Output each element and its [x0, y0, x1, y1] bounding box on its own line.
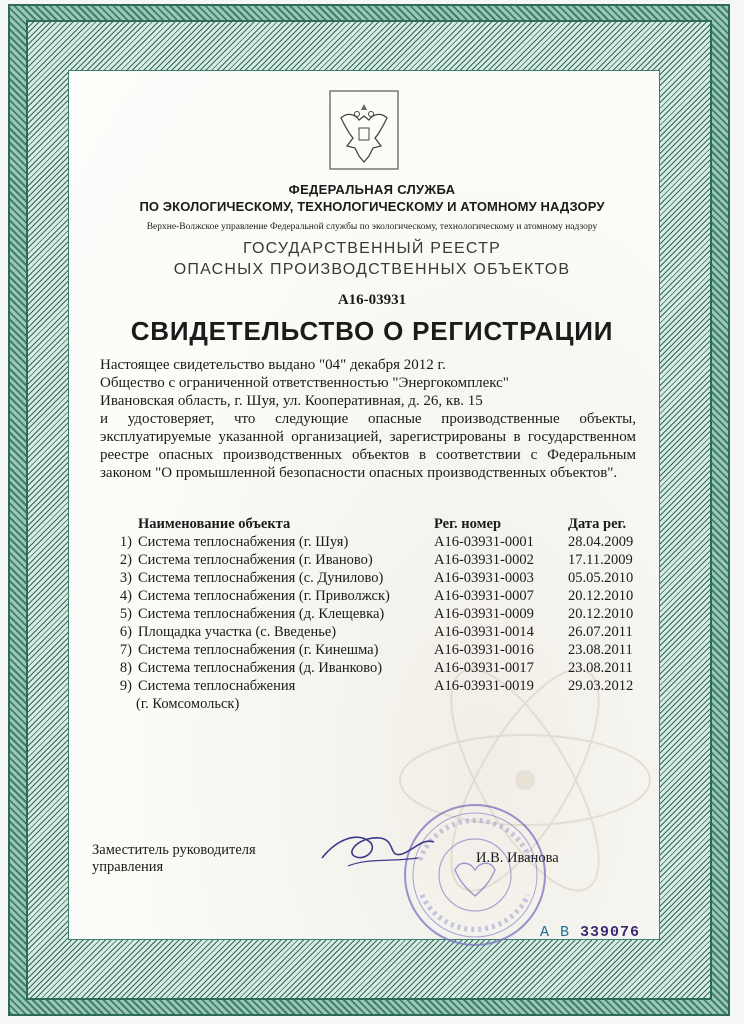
- table-row: [108, 660, 638, 678]
- header-object-name: Наименование объекта: [138, 516, 291, 532]
- table-row: [108, 624, 638, 642]
- row-number: 1): [119, 534, 132, 550]
- registry-title-line1: ГОСУДАРСТВЕННЫЙ РЕЕСТР: [243, 240, 501, 257]
- issue-date-text: Настоящее свидетельство выдано "04" декабря 2012 г.: [100, 357, 446, 373]
- row-number: 8): [119, 660, 132, 676]
- table-row: [108, 642, 638, 660]
- serial-series: А В: [540, 924, 571, 941]
- agency-name-line1: ФЕДЕРАЛЬНАЯ СЛУЖБА: [288, 182, 456, 197]
- header-reg-date: Дата рег.: [568, 516, 627, 532]
- reg-number: А16-03931-0001: [434, 534, 534, 550]
- coat-of-arms-icon: [329, 90, 399, 170]
- reg-date: 20.12.2010: [568, 588, 634, 604]
- organization-name: Общество с ограниченной ответственностью "Энергокомплекс": [100, 375, 509, 391]
- reg-date: 20.12.2010: [568, 606, 634, 622]
- reg-number: А16-03931-0017: [434, 660, 534, 676]
- row-number: 6): [119, 624, 132, 640]
- table-row: [108, 588, 638, 606]
- organization-address: Ивановская область, г. Шуя, ул. Кооперативная, д. 26, кв. 15: [100, 393, 483, 409]
- signatory-position-line1: Заместитель руководителя: [92, 842, 256, 858]
- row-number: 4): [119, 588, 132, 604]
- object-name: Система теплоснабжения (д. Клещевка): [138, 606, 385, 622]
- object-name-continuation: (г. Комсомольск): [136, 696, 240, 712]
- reg-date: 23.08.2011: [568, 660, 633, 676]
- department-name: Верхне-Волжское управление Федеральной службы по экологическому, технологическому и атомному надзору: [146, 222, 598, 232]
- form-serial: [540, 924, 640, 941]
- reg-date: 28.04.2009: [568, 534, 634, 550]
- reg-number: А16-03931-0003: [434, 570, 534, 586]
- reg-date: 29.03.2012: [568, 678, 634, 694]
- object-name: Система теплоснабжения: [138, 678, 296, 694]
- object-name: Площадка участка (с. Введенье): [138, 624, 337, 640]
- reg-date: 23.08.2011: [568, 642, 633, 658]
- reg-date: 17.11.2009: [568, 552, 633, 568]
- table-row-continuation: [108, 696, 638, 714]
- handwritten-signature-icon: [318, 818, 438, 878]
- reg-number: А16-03931-0002: [434, 552, 534, 568]
- table-row: [108, 534, 638, 552]
- reg-number: А16-03931-0019: [434, 678, 534, 694]
- row-number: 9): [119, 678, 132, 694]
- object-name: Система теплоснабжения (д. Иванково): [138, 660, 383, 676]
- row-number: 3): [119, 570, 132, 586]
- object-name: Система теплоснабжения (г. Кинешма): [138, 642, 379, 658]
- reg-number: А16-03931-0016: [434, 642, 534, 658]
- object-name: Система теплоснабжения (г. Шуя): [138, 534, 349, 550]
- certification-statement: и удостоверяет, что следующие опасные производственные объекты, эксплуатируемые указанной организацией, зарегистрированы в государственном реестре опасных производственных объектов в соответствии с Федеральным законом "О промышленной безопасности опасных производственных объектов".: [100, 411, 636, 481]
- table-row: [108, 678, 638, 696]
- object-name: Система теплоснабжения (г. Иваново): [138, 552, 373, 568]
- reg-date: 05.05.2010: [568, 570, 634, 586]
- table-row: [108, 606, 638, 624]
- table-header: [108, 516, 638, 534]
- reg-number: А16-03931-0009: [434, 606, 534, 622]
- row-number: 2): [119, 552, 132, 568]
- table-row: [108, 552, 638, 570]
- agency-name-line2: ПО ЭКОЛОГИЧЕСКОМУ, ТЕХНОЛОГИЧЕСКОМУ И АТОМНОМУ НАДЗОРУ: [139, 199, 605, 214]
- reg-number: А16-03931-0007: [434, 588, 534, 604]
- row-number: 5): [119, 606, 132, 622]
- signatory-position: [92, 842, 256, 876]
- registry-title-line2: ОПАСНЫХ ПРОИЗВОДСТВЕННЫХ ОБЪЕКТОВ: [173, 261, 571, 278]
- reg-number: А16-03931-0014: [434, 624, 534, 640]
- registry-number: А16-03931: [337, 292, 407, 308]
- signatory-position-line2: управления: [92, 859, 164, 875]
- signatory-name: И.В. Иванова: [476, 850, 559, 866]
- object-name: Система теплоснабжения (с. Дунилово): [138, 570, 384, 586]
- row-number: 7): [119, 642, 132, 658]
- reg-date: 26.07.2011: [568, 624, 633, 640]
- table-row: [108, 570, 638, 588]
- object-name: Система теплоснабжения (г. Приволжск): [138, 588, 390, 604]
- serial-number: 339076: [580, 924, 641, 941]
- header-reg-number: Рег. номер: [434, 516, 502, 532]
- document-title: СВИДЕТЕЛЬСТВО О РЕГИСТРАЦИИ: [130, 316, 614, 346]
- objects-table: [108, 516, 638, 714]
